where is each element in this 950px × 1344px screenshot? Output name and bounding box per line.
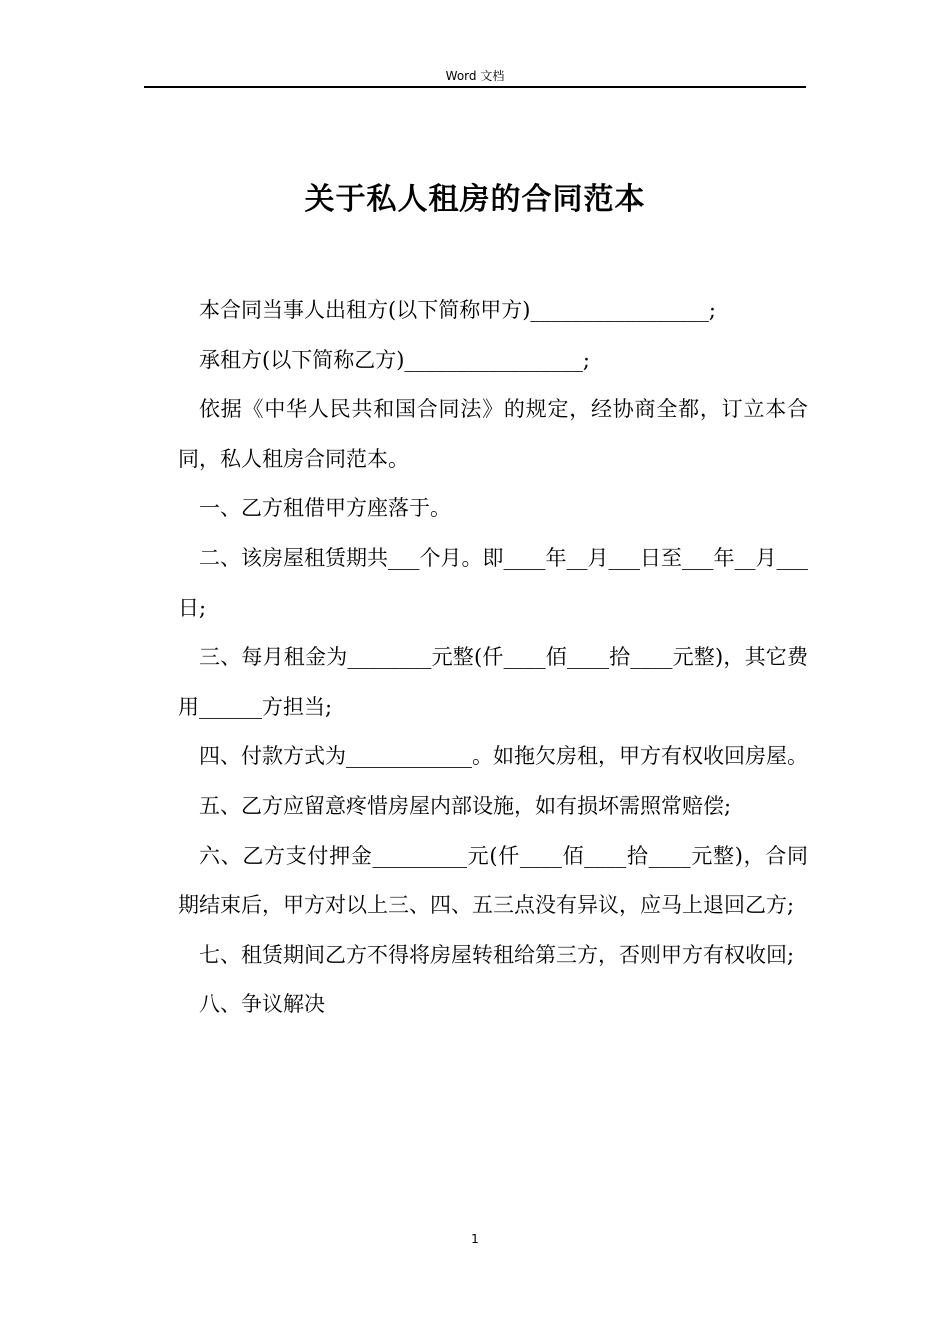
clause-8: 八、争议解决 bbox=[199, 992, 325, 1017]
paragraph-lessor: 本合同当事人出租方(以下简称甲方)_________________; bbox=[199, 298, 716, 322]
clause-2: 二、该房屋租赁期共___个月。即____年__月___日至___年__月___日; bbox=[178, 545, 808, 620]
clause-3: 三、每月租金为________元整(仟____佰____拾____元整)，其它费用______方担当; bbox=[178, 645, 808, 719]
clause-5: 五、乙方应留意疼惜房屋内部设施，如有损坏需照常赔偿; bbox=[199, 793, 732, 818]
clause-4: 四、付款方式为____________。如拖欠房租，甲方有权收回房屋。 bbox=[199, 744, 808, 769]
page-header-label: Word 文档 bbox=[445, 69, 505, 83]
paragraph-lessee: 承租方(以下简称乙方)_________________; bbox=[199, 347, 590, 372]
document-body bbox=[178, 286, 808, 1030]
page-number: 1 bbox=[471, 1232, 479, 1246]
paragraph-preamble: 依据《中华人民共和国合同法》的规定，经协商全都，订立本合同，私人租房合同范本。 bbox=[178, 397, 808, 471]
clause-6: 六、乙方支付押金_________元(仟____佰____拾____元整)，合同期结束后，甲方对以上三、四、五三点没有异议，应马上退回乙方; bbox=[178, 843, 808, 918]
header-divider bbox=[144, 86, 806, 88]
clause-1: 一、乙方租借甲方座落于。 bbox=[199, 496, 451, 521]
document-title: 关于私人租房的合同范本 bbox=[304, 182, 646, 218]
clause-7: 七、租赁期间乙方不得将房屋转租给第三方，否则甲方有权收回; bbox=[199, 942, 795, 967]
